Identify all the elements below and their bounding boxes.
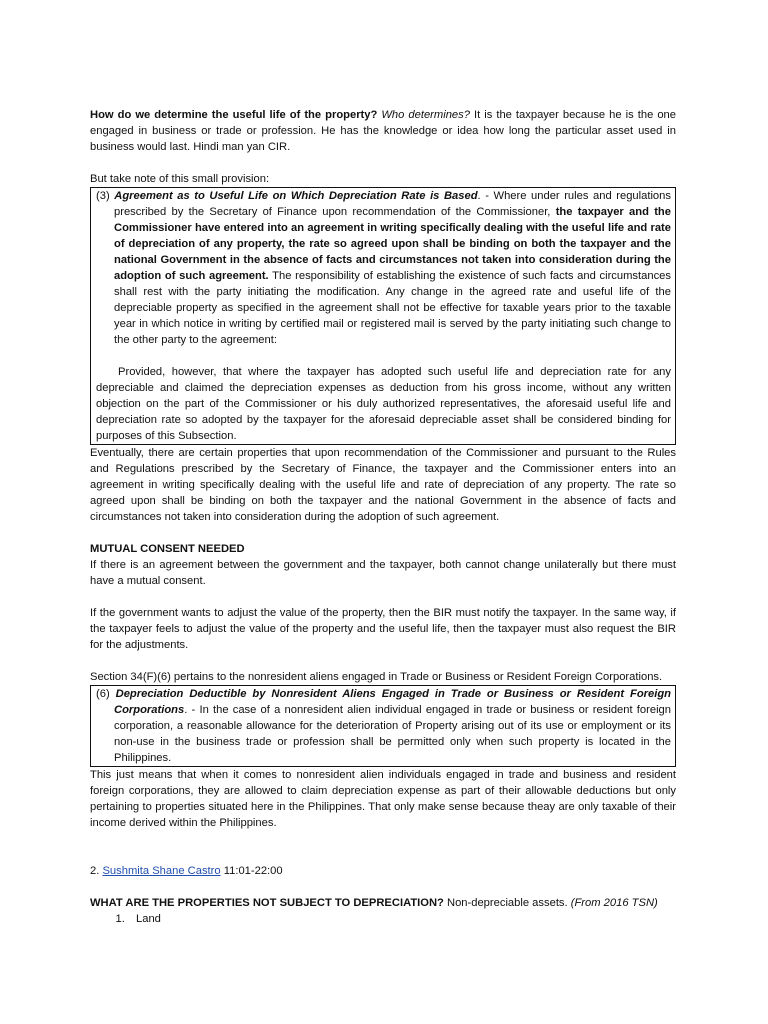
take-note-text: But take note of this small provision:	[90, 173, 270, 185]
question-2-text: Non-depreciable assets.	[446, 897, 568, 909]
section-34-note: Section 34(F)(6) pertains to the nonresident aliens engaged in Trade or Business or Resident Foreign Corporations.	[90, 671, 663, 683]
question-2-paragraph	[90, 895, 676, 911]
eventually-paragraph: Eventually, there are certain properties that upon recommendation of the Commissioner and pursuant to the Rules and Regulations prescribed by the Secretary of Finance, the taxpayer and the Commissioner enters into an agreement in writing specifically dealing with the useful life and rate of depreciation of any property. The rate so agreed upon shall be binding on both the taxpayer and the national Government in the absence of facts and circumstances not taken into consideration during the adoption of such agreement.	[90, 447, 676, 523]
provision-6-separator: . -	[184, 704, 200, 716]
speaker-name-link[interactable]: Sushmita Shane Castro	[102, 865, 221, 877]
means-paragraph: This just means that when it comes to nonresident alien individuals engaged in trade and business and resident foreign corporations, they are allowed to claim depreciation expense as part of their allowable deductions but only pertaining to properties situated here in the Philippines. That only make sense because theay are only taxable of their income derived within the Philippines.	[90, 769, 676, 829]
provision-3-body	[96, 188, 671, 348]
mutual-consent-heading: MUTUAL CONSENT NEEDED	[90, 543, 245, 555]
provision-6-number: (6)	[96, 688, 110, 700]
provision-3-separator: . -	[477, 190, 494, 202]
provision-3-text-1: Where under rules and regulations prescribed by the Secretary of Finance upon recommendation of the Commissioner,	[114, 190, 671, 218]
provision-3-number: (3)	[96, 190, 110, 202]
provision-6-text: In the case of a nonresident alien individual engaged in trade or business or resident foreign corporation, a reasonable allowance for the deterioration of Property arising out of its use or employment or its non-use in the business trade or profession shall be permitted only when such property is located in the Philippines.	[114, 704, 671, 764]
question-2-heading: WHAT ARE THE PROPERTIES NOT SUBJECT TO DEPRECIATION?	[90, 897, 444, 909]
provision-6-box	[90, 685, 676, 767]
provision-3-proviso: Provided, however, that where the taxpayer has adopted such useful life and depreciation rate for any depreciable and claimed the depreciation expenses as deduction from his gross income, without any written objection on the part of the Commissioner or his duly authorized representatives, the aforesaid useful life and depreciation rate so adopted by the taxpayer for the aforesaid depreciable asset shall be considered binding for purposes of this Subsection.	[96, 366, 671, 442]
provision-3-box	[90, 187, 676, 445]
intro-who: Who determines?	[381, 109, 470, 121]
provision-6-body	[96, 686, 671, 766]
provision-3-text-2: The responsibility of establishing the existence of such facts and circumstances shall rest with the party initiating the modification. Any change in the agreed rate and useful life of the depreciable property as specified in the agreement shall not be effective for taxable years prior to the taxable year in which notice in writing by certified mail or registered mail is served by the party initiating such change to the other party to the agreement:	[114, 270, 671, 346]
provision-3-bold-text: the taxpayer and the Commissioner have entered into an agreement in writing specifically dealing with the useful life and rate of depreciation of any property, the rate so agreed upon shall be binding on both the taxpayer and the national Government in the absence of facts and circumstances not taken into consideration during the adoption of such agreement.	[114, 206, 671, 282]
non-depreciable-list	[90, 911, 676, 927]
document-page	[90, 107, 676, 927]
intro-paragraph	[90, 107, 676, 155]
speaker-number: 2.	[90, 865, 100, 877]
question-2-source: (From 2016 TSN)	[570, 897, 658, 909]
speaker-time: 11:01-22:00	[223, 865, 283, 877]
intro-answer: It is the taxpayer because he is the one engaged in business or trade or profession. He has the knowledge or idea how long the particular asset used in business would last. Hindi man yan CIR.	[90, 109, 676, 153]
provision-3-title: Agreement as to Useful Life on Which Depreciation Rate is Based	[114, 190, 478, 202]
list-item: 1. Land	[128, 911, 676, 927]
speaker-line	[90, 863, 676, 879]
intro-question: How do we determine the useful life of the property?	[90, 109, 378, 121]
provision-6-title: Depreciation Deductible by Nonresident Aliens Engaged in Trade or Business or Resident Foreign Corporations	[114, 688, 672, 716]
mutual-consent-paragraph-1: If there is an agreement between the government and the taxpayer, both cannot change unilaterally but there must have a mutual consent.	[90, 559, 676, 587]
mutual-consent-paragraph-2: If the government wants to adjust the value of the property, then the BIR must notify the taxpayer. In the same way, if the taxpayer feels to adjust the value of the property and the useful life, then the taxpayer must also request the BIR for the adjustments.	[90, 607, 676, 651]
